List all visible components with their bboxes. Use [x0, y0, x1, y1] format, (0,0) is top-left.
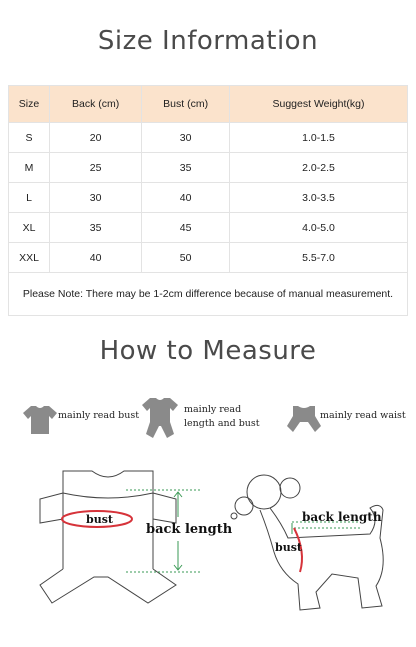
tshirt-icon	[22, 404, 58, 436]
header-size: Size	[9, 86, 50, 123]
table-header-row	[9, 86, 408, 123]
legend-length-text-1: mainly read	[184, 404, 242, 415]
legend-waist-text: mainly read waist	[320, 410, 406, 421]
cell-back: 40	[49, 243, 141, 273]
cell-weight: 2.0-2.5	[230, 153, 408, 183]
cell-bust: 50	[142, 243, 230, 273]
table-row	[9, 153, 408, 183]
cell-size: XXL	[9, 243, 50, 273]
cell-size: M	[9, 153, 50, 183]
cell-bust: 45	[142, 213, 230, 243]
cell-back: 30	[49, 183, 141, 213]
pants-icon	[286, 404, 322, 434]
table-row	[9, 123, 408, 153]
legend-length-text-2: length and bust	[184, 418, 260, 429]
cell-back: 25	[49, 153, 141, 183]
cell-weight: 4.0-5.0	[230, 213, 408, 243]
cell-back: 20	[49, 123, 141, 153]
dog-bust-label: bust	[275, 541, 302, 554]
cell-size: L	[9, 183, 50, 213]
size-information-title: Size Information	[97, 26, 319, 56]
cell-bust: 35	[142, 153, 230, 183]
cell-back: 35	[49, 213, 141, 243]
cell-size: XL	[9, 213, 50, 243]
cell-weight: 1.0-1.5	[230, 123, 408, 153]
cell-weight: 5.5-7.0	[230, 243, 408, 273]
header-bust: Bust (cm)	[142, 86, 230, 123]
cell-size: S	[9, 123, 50, 153]
legend-bust-text: mainly read bust	[58, 410, 140, 421]
how-to-measure-title: How to Measure	[99, 336, 317, 366]
jumpsuit-icon	[140, 396, 180, 440]
dog-back-length-label: back length	[302, 510, 382, 524]
garment-back-length-label: back length	[146, 522, 233, 537]
cell-bust: 30	[142, 123, 230, 153]
header-back: Back (cm)	[49, 86, 141, 123]
table-row	[9, 213, 408, 243]
garment-bust-label: bust	[86, 513, 113, 526]
table-row	[9, 183, 408, 213]
measurement-note: Please Note: There may be 1-2cm difference because of manual measurement.	[9, 273, 408, 316]
table-row	[9, 243, 408, 273]
cell-weight: 3.0-3.5	[230, 183, 408, 213]
dog-diagram	[220, 468, 410, 618]
note-row	[9, 273, 408, 316]
header-weight: Suggest Weight(kg)	[230, 86, 408, 123]
garment-diagram	[36, 465, 206, 615]
size-table	[8, 85, 408, 316]
cell-bust: 40	[142, 183, 230, 213]
